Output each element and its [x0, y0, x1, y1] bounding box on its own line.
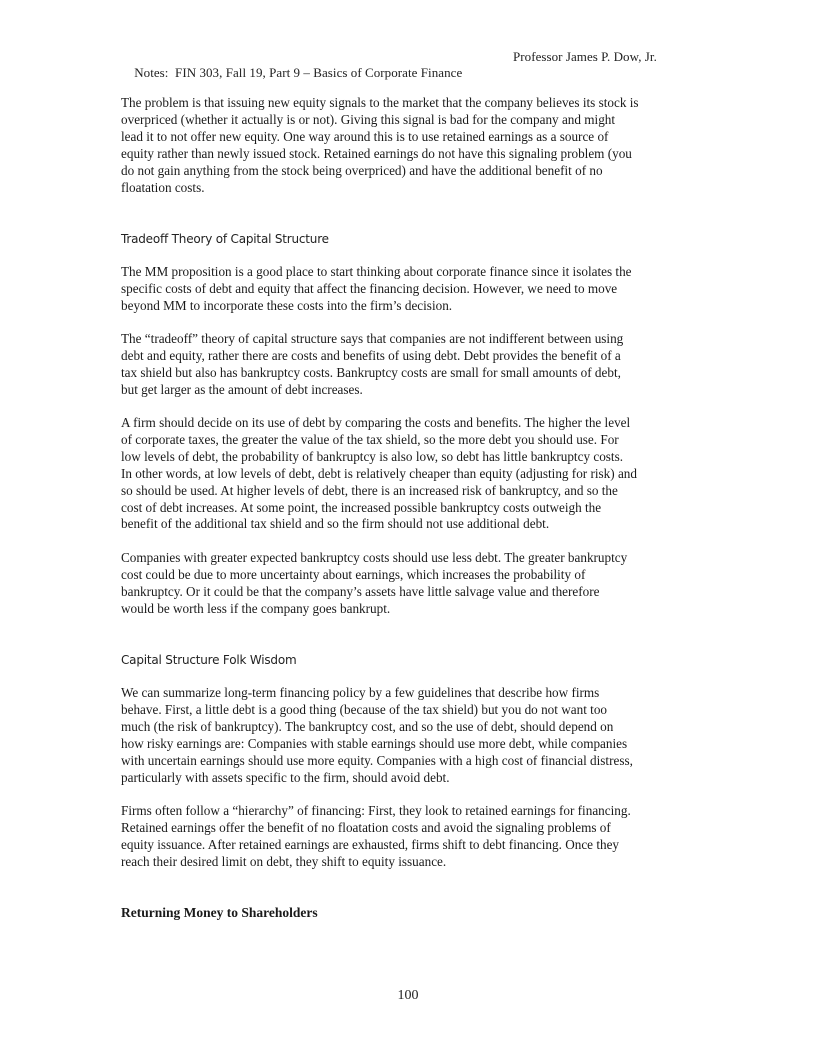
- text-line: We can summarize long-term financing policy by a few guidelines that describe how firms: [121, 685, 600, 700]
- paragraph-financing-hierarchy: [121, 803, 701, 871]
- header-course-title: Notes: FIN 303, Fall 19, Part 9 – Basics of Corporate Finance: [134, 65, 463, 80]
- text-line: floatation costs.: [121, 179, 205, 195]
- text-line: cost could be due to more uncertainty about earnings, which increases the probability of: [121, 566, 586, 582]
- text-line: bankruptcy. Or it could be that the company’s assets have little salvage value and therefore: [121, 583, 600, 599]
- text-line: much (the risk of bankruptcy). The bankruptcy cost, and so the use of debt, should depend on: [121, 718, 614, 734]
- text-line: reach their desired limit on debt, they shift to equity issuance.: [121, 853, 447, 869]
- text-line: equity issuance. After retained earnings are exhausted, firms shift to debt financing. Once they: [121, 836, 620, 852]
- text-line: behave. First, a little debt is a good thing (because of the tax shield) but you do not want too: [121, 701, 608, 717]
- heading-tradeoff-theory: Tradeoff Theory of Capital Structure: [121, 232, 329, 246]
- text-line: Companies with greater expected bankruptcy costs should use less debt. The greater bankruptcy: [121, 550, 628, 565]
- text-line: with uncertain earnings should use more equity. Companies with a high cost of financial distress,: [121, 752, 633, 768]
- text-line: beyond MM to incorporate these costs into the firm’s decision.: [121, 297, 453, 313]
- paragraph-bankruptcy-costs: [121, 550, 701, 618]
- paragraph-signaling: [121, 95, 701, 196]
- text-line: overpriced (whether it actually is or not). Giving this signal is bad for the company and might: [121, 111, 616, 127]
- heading-folk-wisdom: Capital Structure Folk Wisdom: [121, 653, 297, 667]
- text-line: equity rather than newly issued stock. Retained earnings do not have this signaling problem (you: [121, 145, 632, 161]
- text-line: how risky earnings are: Companies with stable earnings should use more debt, while companies: [121, 735, 628, 751]
- text-line: Retained earnings offer the benefit of no floatation costs and avoid the signaling problems of: [121, 819, 611, 835]
- text-line: particularly with assets specific to the firm, should avoid debt.: [121, 769, 450, 785]
- text-line: but get larger as the amount of debt increases.: [121, 381, 363, 397]
- paragraph-tradeoff: [121, 331, 701, 399]
- text-line: In other words, at low levels of debt, debt is relatively cheaper than equity (adjusting for risk) and: [121, 465, 637, 481]
- text-line: do not gain anything from the stock being overpriced) and have the additional benefit of no: [121, 162, 603, 178]
- text-line: would be worth less if the company goes bankrupt.: [121, 600, 391, 616]
- text-line: tax shield but also has bankruptcy costs. Bankruptcy costs are small for small amounts of debt,: [121, 364, 621, 380]
- text-line: so should be used. At higher levels of debt, there is an increased risk of bankruptcy, and so the: [121, 482, 618, 498]
- text-line: The “tradeoff” theory of capital structure says that companies are not indifferent between using: [121, 331, 624, 346]
- paragraph-decide-debt: [121, 415, 701, 533]
- paragraph-folk-wisdom: [121, 685, 701, 786]
- text-line: benefit of the additional tax shield and so the firm should not use additional debt.: [121, 516, 550, 532]
- paragraph-mm-proposition: [121, 264, 701, 315]
- text-line: cost of debt increases. At some point, the increased possible bankruptcy costs outweigh the: [121, 499, 602, 515]
- text-line: The problem is that issuing new equity signals to the market that the company believes its stock is: [121, 95, 639, 110]
- header-professor: Professor James P. Dow, Jr.: [513, 49, 657, 64]
- text-line: of corporate taxes, the greater the value of the tax shield, so the more debt you should use. For: [121, 431, 619, 447]
- text-line: Firms often follow a “hierarchy” of financing: First, they look to retained earnings for financing.: [121, 803, 631, 818]
- text-line: debt and equity, rather there are costs and benefits of using debt. Debt provides the benefit of a: [121, 347, 621, 363]
- text-line: low levels of debt, the probability of bankruptcy is also low, so debt has little bankruptcy costs.: [121, 448, 624, 464]
- text-line: lead it to not offer new equity. One way around this is to use retained earnings as a source of: [121, 128, 609, 144]
- text-line: A firm should decide on its use of debt by comparing the costs and benefits. The higher the level: [121, 415, 631, 430]
- heading-returning-money: Returning Money to Shareholders: [121, 905, 318, 920]
- page-number: 100: [397, 988, 419, 1003]
- text-line: specific costs of debt and equity that affect the financing decision. However, we need to move: [121, 280, 618, 296]
- text-line: The MM proposition is a good place to start thinking about corporate finance since it isolates the: [121, 264, 632, 279]
